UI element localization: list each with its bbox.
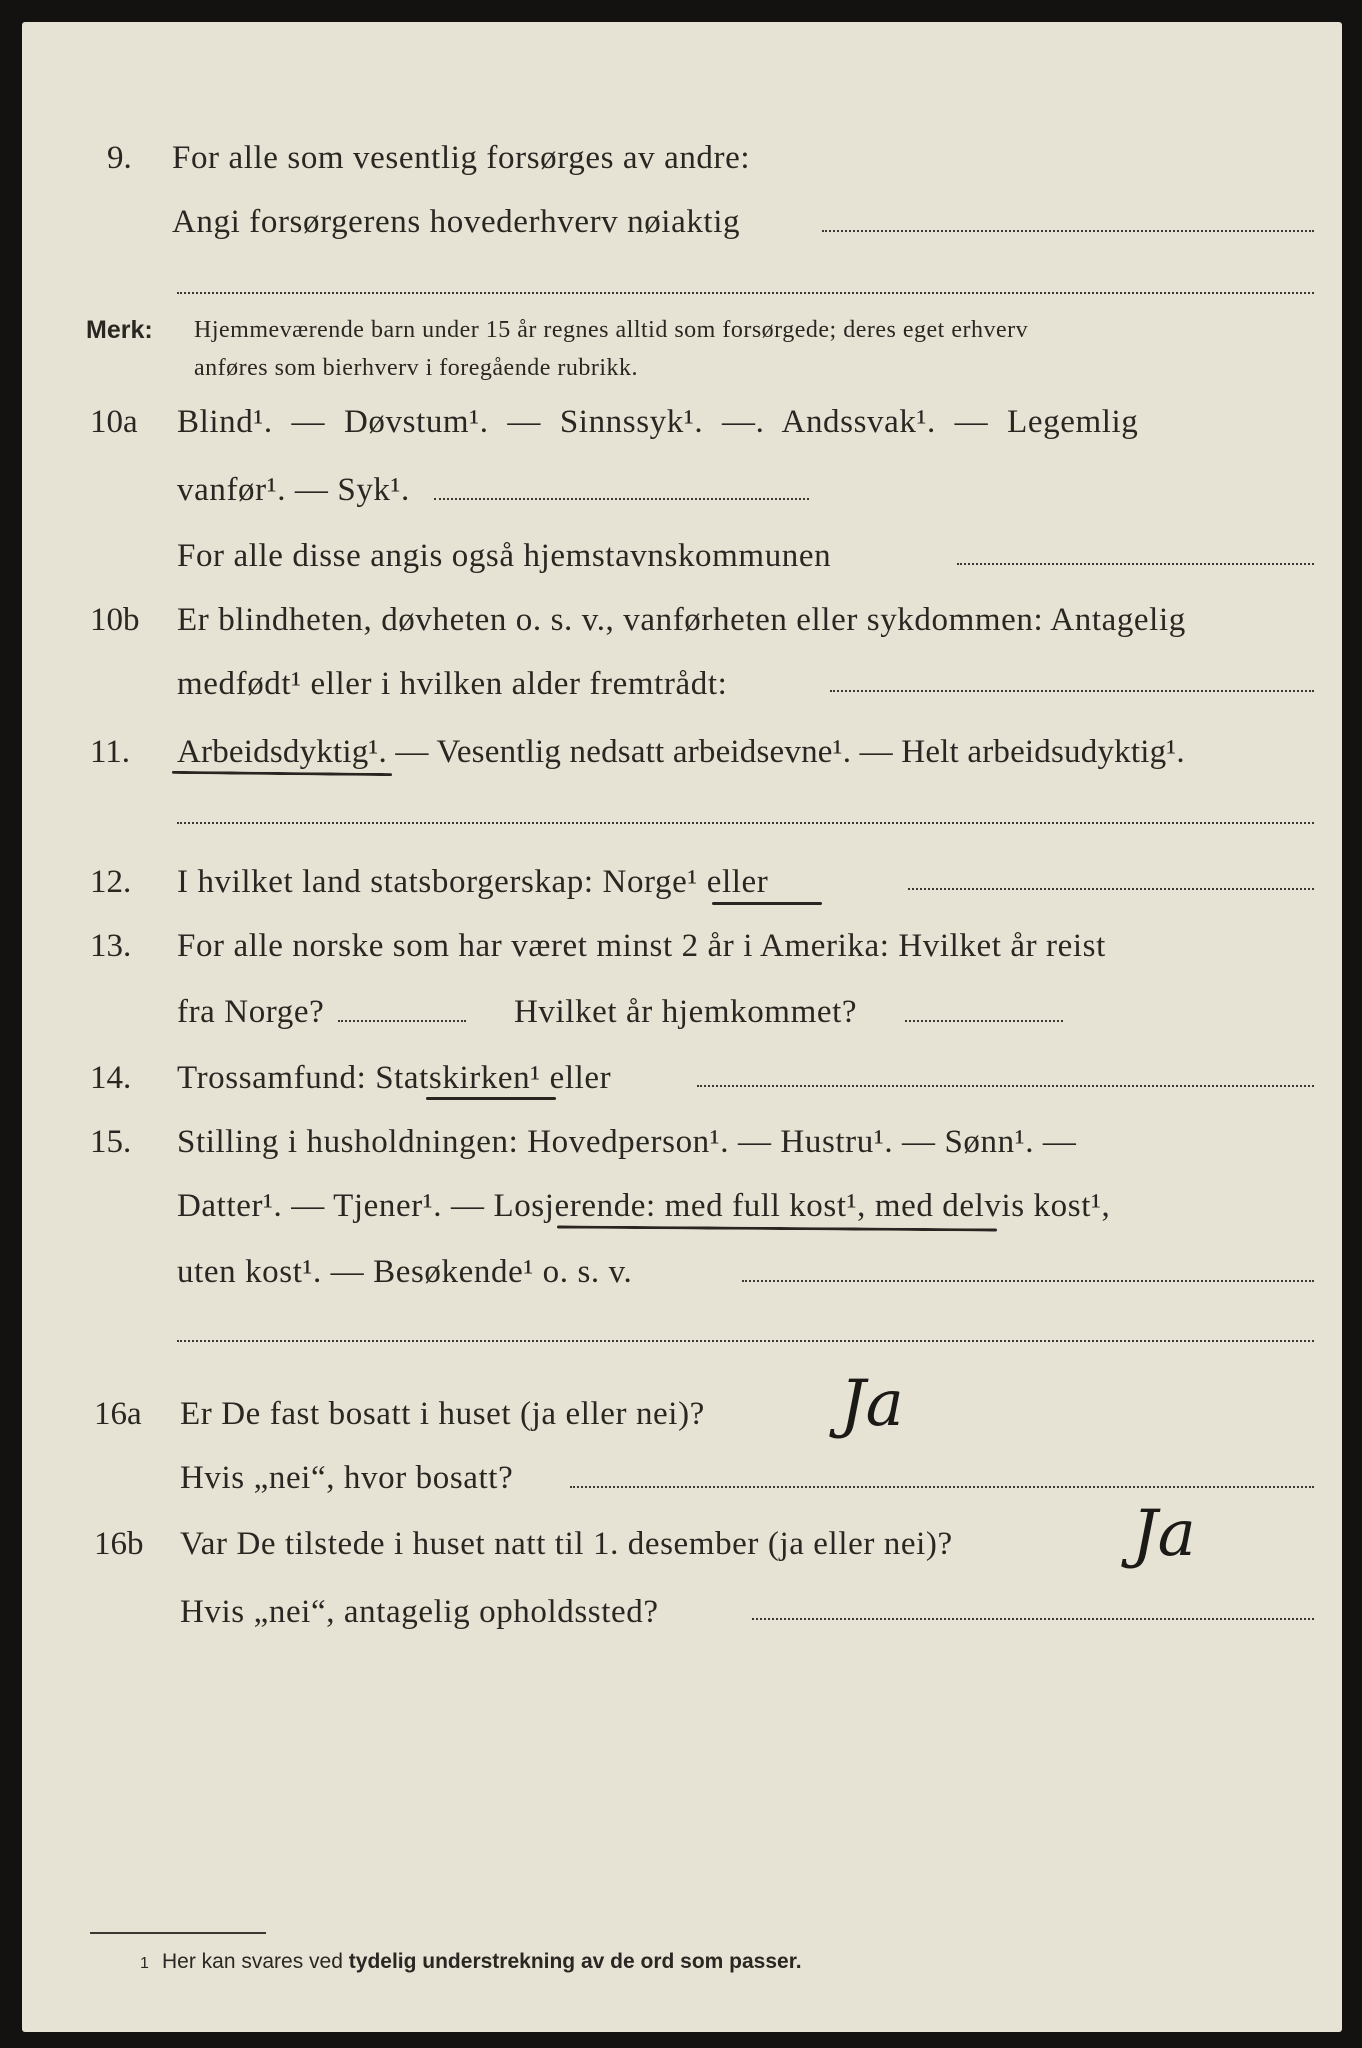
question-12-number: 12.	[90, 864, 132, 900]
question-11-number: 11.	[90, 734, 131, 770]
question-15-line1: Stilling i husholdningen: Hovedperson¹. — Hustru¹. — Sønn¹. —	[177, 1124, 1077, 1160]
answer-line-11[interactable]	[177, 822, 1314, 824]
answer-line-10b[interactable]	[830, 690, 1314, 692]
question-15-line3: uten kost¹. — Besøkende¹ o. s. v.	[177, 1254, 633, 1290]
footnote-text-bold: tydelig understrekning av de ord som passer.	[348, 1950, 802, 1973]
question-10a-line2: vanfør¹. — Syk¹.	[177, 472, 410, 508]
answer-line-15[interactable]	[742, 1280, 1314, 1282]
question-15-number: 15.	[90, 1124, 132, 1160]
question-16a-text: Er De fast bosatt i huset (ja eller nei)?	[180, 1396, 705, 1432]
answer-line-14[interactable]	[697, 1085, 1314, 1087]
answer-line-16a[interactable]	[570, 1486, 1314, 1488]
answer-line-9[interactable]	[822, 230, 1314, 232]
question-10a-number: 10a	[90, 404, 138, 440]
answer-line-10a[interactable]	[434, 498, 809, 500]
footnote-text	[162, 1948, 802, 1976]
question-13-line2b: Hvilket år hjemkommet?	[514, 994, 858, 1030]
answer-line-13-hjemkommet[interactable]	[905, 1020, 1063, 1022]
footnote-text-plain: Her kan svares ved	[162, 1950, 343, 1973]
answer-line-12[interactable]	[908, 888, 1314, 890]
answer-underline-norge	[712, 902, 822, 905]
question-10b-line2: medfødt¹ eller i hvilken alder fremtrådt:	[177, 666, 728, 702]
merk-note-line1: Hjemmeværende barn under 15 år regnes alltid som forsørgede; deres eget erhverv	[194, 317, 1029, 343]
census-form-page	[22, 22, 1342, 2032]
answer-line-10a-kommune[interactable]	[957, 563, 1314, 565]
question-9-text: For alle som vesentlig forsørges av andre:	[172, 140, 751, 176]
merk-note-line2: anføres som bierhverv i foregående rubrikk.	[194, 355, 639, 381]
question-16b-number: 16b	[94, 1526, 144, 1562]
question-13-number: 13.	[90, 928, 132, 964]
question-10a-line3: For alle disse angis også hjemstavnskommunen	[177, 538, 832, 574]
question-10b-number: 10b	[90, 602, 140, 638]
answer-underline-statskirken	[426, 1097, 556, 1100]
question-15-line2: Datter¹. — Tjener¹. — Losjerende: med full kost¹, med delvis kost¹,	[177, 1188, 1111, 1224]
question-9-number: 9.	[107, 140, 132, 176]
question-13-line2a: fra Norge?	[177, 994, 325, 1030]
question-12-text: I hvilket land statsborgerskap: Norge¹ eller	[177, 864, 769, 900]
footnote-mark: 1	[140, 1955, 149, 1972]
question-16b-text: Var De tilstede i huset natt til 1. desember (ja eller nei)?	[180, 1526, 953, 1562]
question-16b-line2: Hvis „nei“, antagelig opholdssted?	[180, 1594, 659, 1630]
footnote-rule	[90, 1932, 266, 1934]
question-11-text: Arbeidsdyktig¹. — Vesentlig nedsatt arbeidsevne¹. — Helt arbeidsudyktig¹.	[177, 734, 1185, 770]
question-9-subtext: Angi forsørgerens hovederhverv nøiaktig	[172, 204, 741, 240]
answer-underline-losjerende	[557, 1225, 997, 1231]
merk-label: Merk:	[86, 316, 153, 344]
answer-line-15b[interactable]	[177, 1340, 1314, 1342]
question-14-number: 14.	[90, 1060, 132, 1096]
question-10b-line1: Er blindheten, døvheten o. s. v., vanførheten eller sykdommen: Antagelig	[177, 602, 1186, 638]
question-16a-number: 16a	[94, 1396, 142, 1432]
question-14-text: Trossamfund: Statskirken¹ eller	[177, 1060, 612, 1096]
handwritten-answer-16b: Ja	[1132, 1497, 1196, 1571]
question-16a-line2: Hvis „nei“, hvor bosatt?	[180, 1460, 514, 1496]
answer-line-16b[interactable]	[752, 1618, 1314, 1620]
answer-line-13-reist[interactable]	[338, 1020, 466, 1022]
handwritten-answer-16a: Ja	[840, 1367, 904, 1441]
question-10a-line1: Blind¹. — Døvstum¹. — Sinnssyk¹. —. Andssvak¹. — Legemlig	[177, 404, 1139, 440]
question-13-line1: For alle norske som har været minst 2 år i Amerika: Hvilket år reist	[177, 928, 1106, 964]
answer-line-9b[interactable]	[177, 292, 1314, 294]
